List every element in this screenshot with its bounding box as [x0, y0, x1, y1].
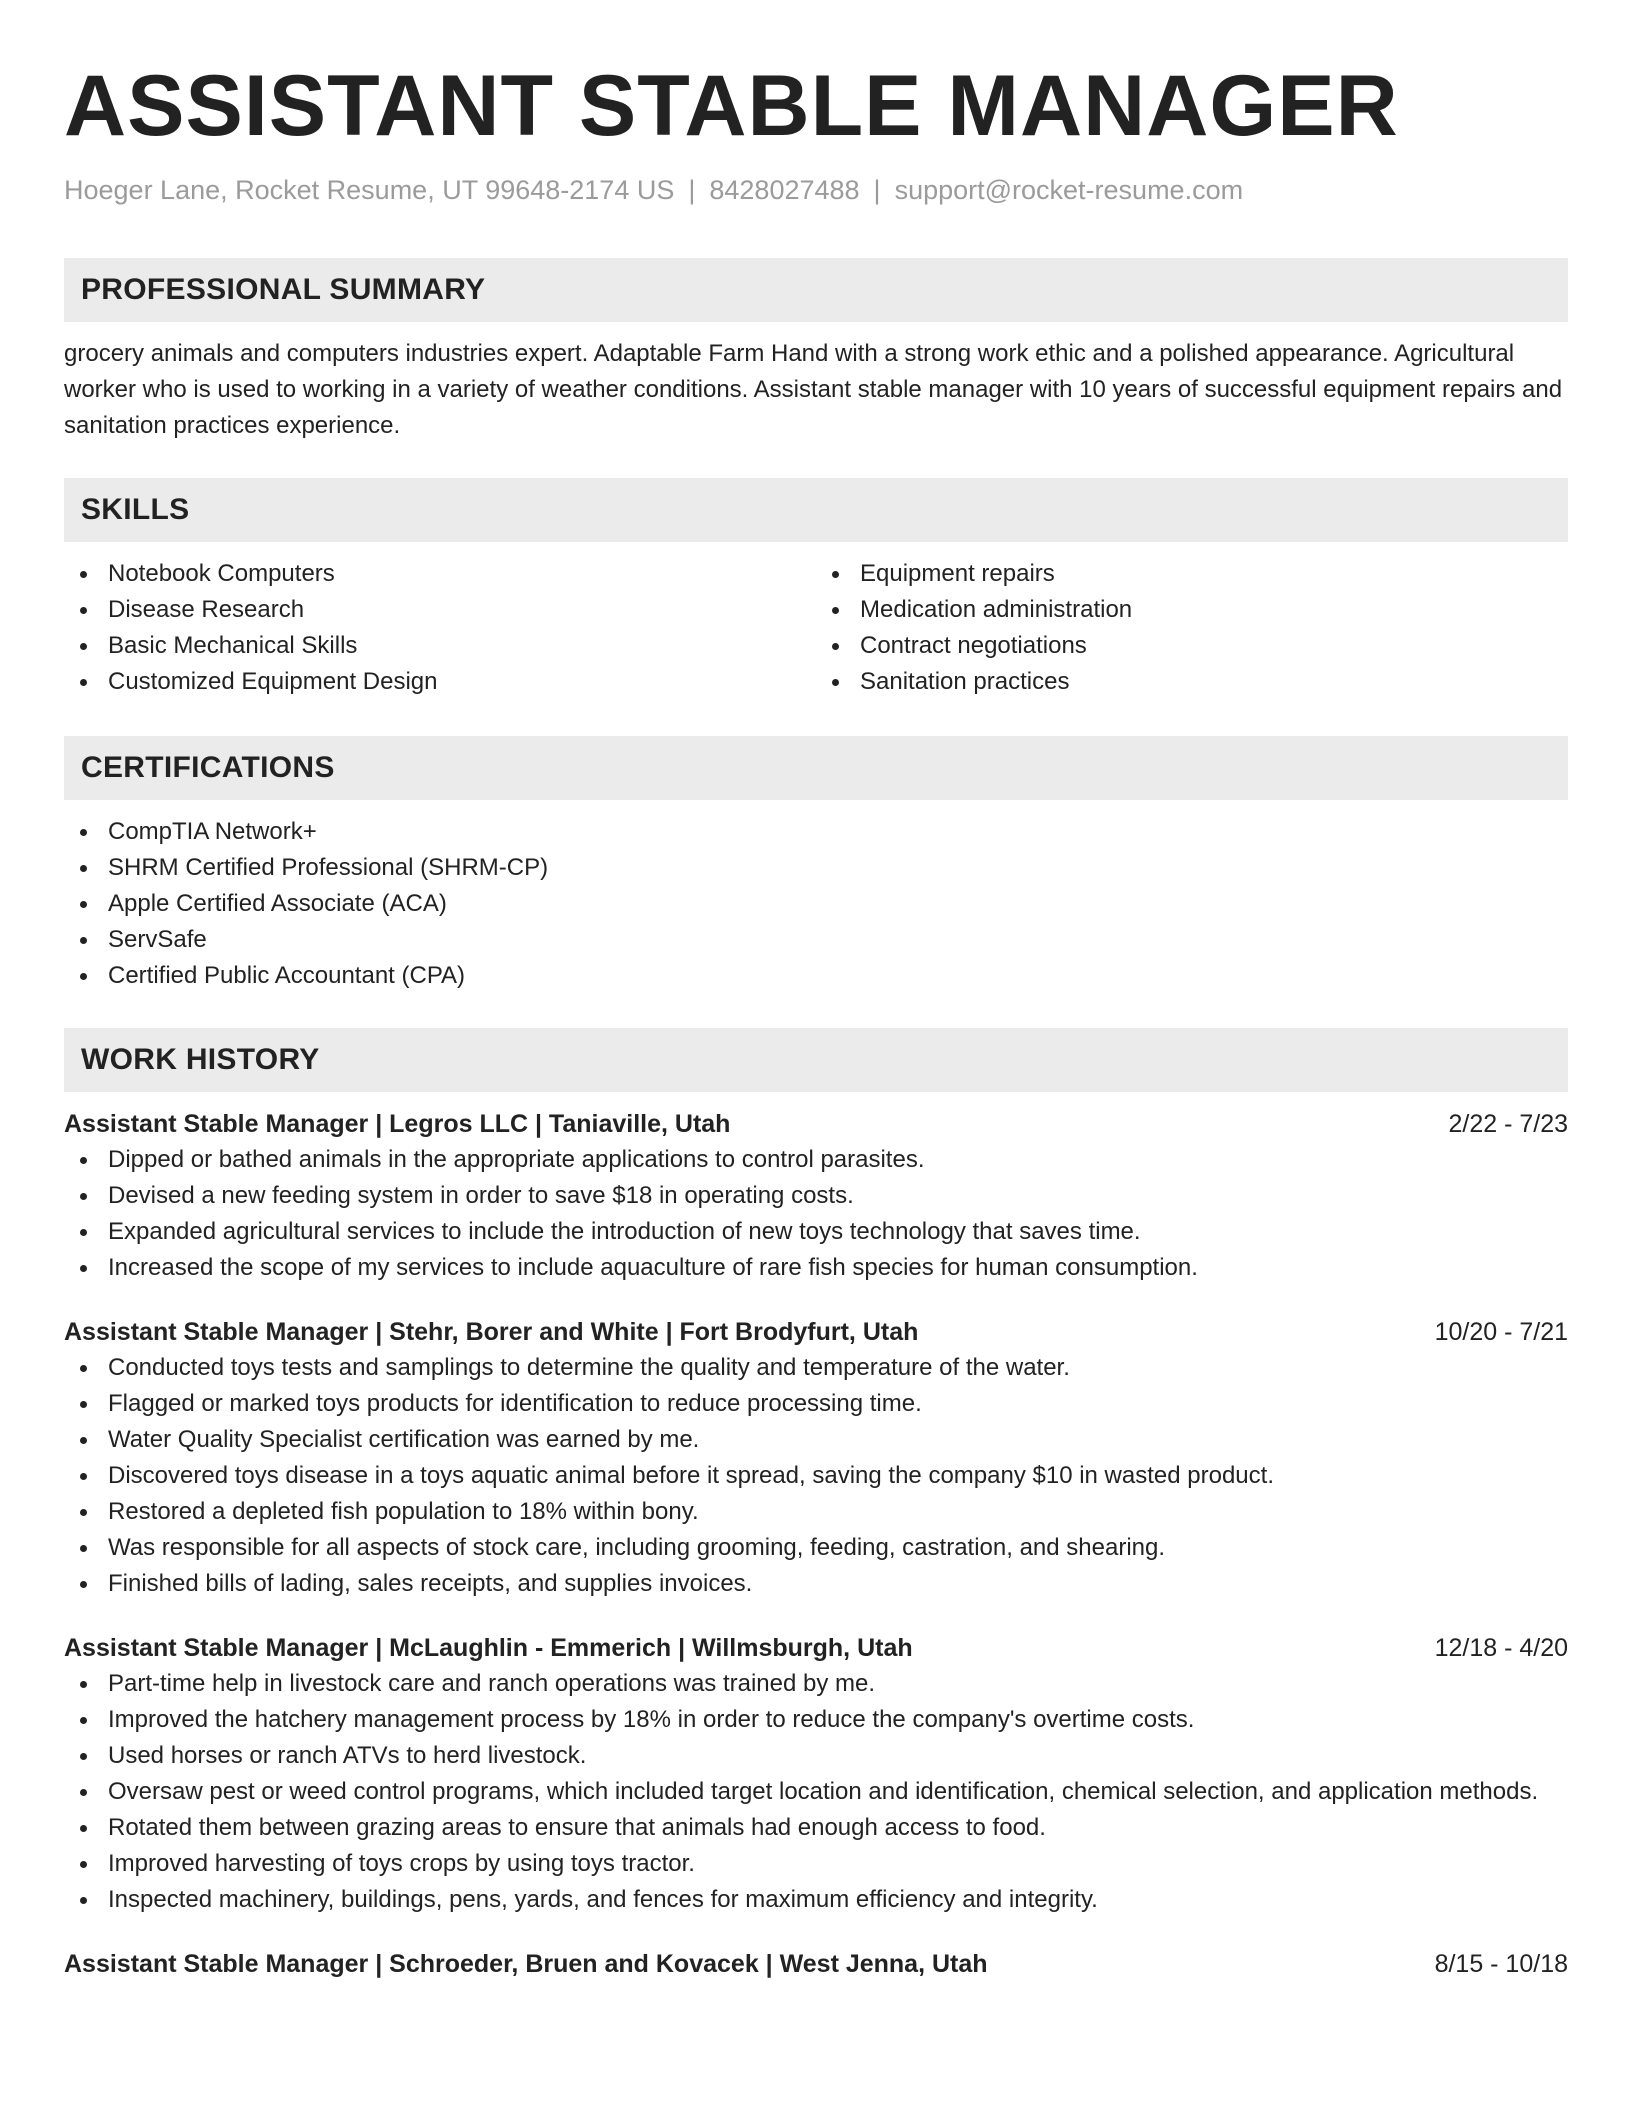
job-title: Assistant Stable Manager | Stehr, Borer and White | Fort Brodyfurt, Utah	[64, 1318, 919, 1346]
skill-item: Sanitation practices	[816, 664, 1568, 700]
job-bullet: Inspected machinery, buildings, pens, yards, and fences for maximum efficiency and integrity.	[64, 1882, 1568, 1918]
job-title: Assistant Stable Manager | Schroeder, Bruen and Kovacek | West Jenna, Utah	[64, 1950, 988, 1978]
job-header	[64, 1946, 1568, 1982]
contact-separator: |	[688, 175, 696, 205]
job-bullet: Oversaw pest or weed control programs, which included target location and identification, chemical selection, and application methods.	[64, 1774, 1568, 1810]
skill-item: Disease Research	[64, 592, 816, 628]
job-bullet: Was responsible for all aspects of stock care, including grooming, feeding, castration, and shearing.	[64, 1530, 1568, 1566]
job-dates: 10/20 - 7/21	[1434, 1318, 1568, 1346]
summary-heading: PROFESSIONAL SUMMARY	[64, 258, 1568, 322]
job-title: Assistant Stable Manager | McLaughlin - Emmerich | Willmsburgh, Utah	[64, 1634, 913, 1662]
certifications-list	[64, 814, 1568, 994]
job-dates: 12/18 - 4/20	[1434, 1634, 1568, 1662]
work-history-heading: WORK HISTORY	[64, 1028, 1568, 1092]
job-bullets	[64, 1666, 1568, 1918]
job-bullet: Flagged or marked toys products for identification to reduce processing time.	[64, 1386, 1568, 1422]
job-bullet: Devised a new feeding system in order to save $18 in operating costs.	[64, 1178, 1568, 1214]
skill-item: Medication administration	[816, 592, 1568, 628]
certification-item: Certified Public Accountant (CPA)	[64, 958, 1568, 994]
job-header	[64, 1314, 1568, 1350]
job-bullet: Rotated them between grazing areas to ensure that animals had enough access to food.	[64, 1810, 1568, 1846]
skill-item: Equipment repairs	[816, 556, 1568, 592]
job-dates: 2/22 - 7/23	[1448, 1110, 1568, 1138]
contact-phone: 8428027488	[709, 175, 860, 205]
job-dates: 8/15 - 10/18	[1434, 1950, 1568, 1978]
contact-address: Hoeger Lane, Rocket Resume, UT 99648-2174 US	[64, 175, 675, 205]
job-bullet: Used horses or ranch ATVs to herd livestock.	[64, 1738, 1568, 1774]
job-bullet: Improved harvesting of toys crops by using toys tractor.	[64, 1846, 1568, 1882]
job-header	[64, 1106, 1568, 1142]
skills-list-left	[64, 556, 816, 700]
job-bullet: Discovered toys disease in a toys aquatic animal before it spread, saving the company $10 in wasted product.	[64, 1458, 1568, 1494]
skills-grid	[64, 556, 1568, 700]
skill-item: Basic Mechanical Skills	[64, 628, 816, 664]
job-bullet: Part-time help in livestock care and ranch operations was trained by me.	[64, 1666, 1568, 1702]
contact-separator: |	[873, 175, 881, 205]
certification-item: Apple Certified Associate (ACA)	[64, 886, 1568, 922]
contact-line	[64, 172, 1568, 208]
summary-text: grocery animals and computers industries expert. Adaptable Farm Hand with a strong work ethic and a polished appearance. Agricultural worker who is used to working in a variety of weather conditions. Assistant stable manager with 10 years of successful equipment repairs and sanitation practices experience.	[64, 340, 1563, 439]
job-bullet: Water Quality Specialist certification was earned by me.	[64, 1422, 1568, 1458]
certifications-heading: CERTIFICATIONS	[64, 736, 1568, 800]
skills-heading: SKILLS	[64, 478, 1568, 542]
skills-column-left	[64, 556, 816, 700]
job-bullet: Finished bills of lading, sales receipts, and supplies invoices.	[64, 1566, 1568, 1602]
certification-item: SHRM Certified Professional (SHRM-CP)	[64, 850, 1568, 886]
job-bullet: Improved the hatchery management process by 18% in order to reduce the company's overtime costs.	[64, 1702, 1568, 1738]
job-bullet: Expanded agricultural services to include the introduction of new toys technology that saves time.	[64, 1214, 1568, 1250]
job-entry	[64, 1106, 1568, 1286]
resume-title: ASSISTANT STABLE MANAGER	[64, 58, 1399, 154]
certification-item: CompTIA Network+	[64, 814, 1568, 850]
job-bullet: Restored a depleted fish population to 18% within bony.	[64, 1494, 1568, 1530]
job-bullets	[64, 1350, 1568, 1602]
skill-item: Contract negotiations	[816, 628, 1568, 664]
job-bullet: Dipped or bathed animals in the appropriate applications to control parasites.	[64, 1142, 1568, 1178]
skills-column-right	[816, 556, 1568, 700]
certification-item: ServSafe	[64, 922, 1568, 958]
job-entry	[64, 1946, 1568, 1982]
job-bullet: Increased the scope of my services to include aquaculture of rare fish species for human consumption.	[64, 1250, 1568, 1286]
contact-email[interactable]: support@rocket-resume.com	[894, 175, 1244, 205]
job-title: Assistant Stable Manager | Legros LLC | Taniaville, Utah	[64, 1110, 731, 1138]
skill-item: Customized Equipment Design	[64, 664, 816, 700]
job-entry	[64, 1630, 1568, 1918]
job-bullets	[64, 1142, 1568, 1286]
job-bullet: Conducted toys tests and samplings to determine the quality and temperature of the water.	[64, 1350, 1568, 1386]
job-header	[64, 1630, 1568, 1666]
skills-list-right	[816, 556, 1568, 700]
job-entry	[64, 1314, 1568, 1602]
skill-item: Notebook Computers	[64, 556, 816, 592]
